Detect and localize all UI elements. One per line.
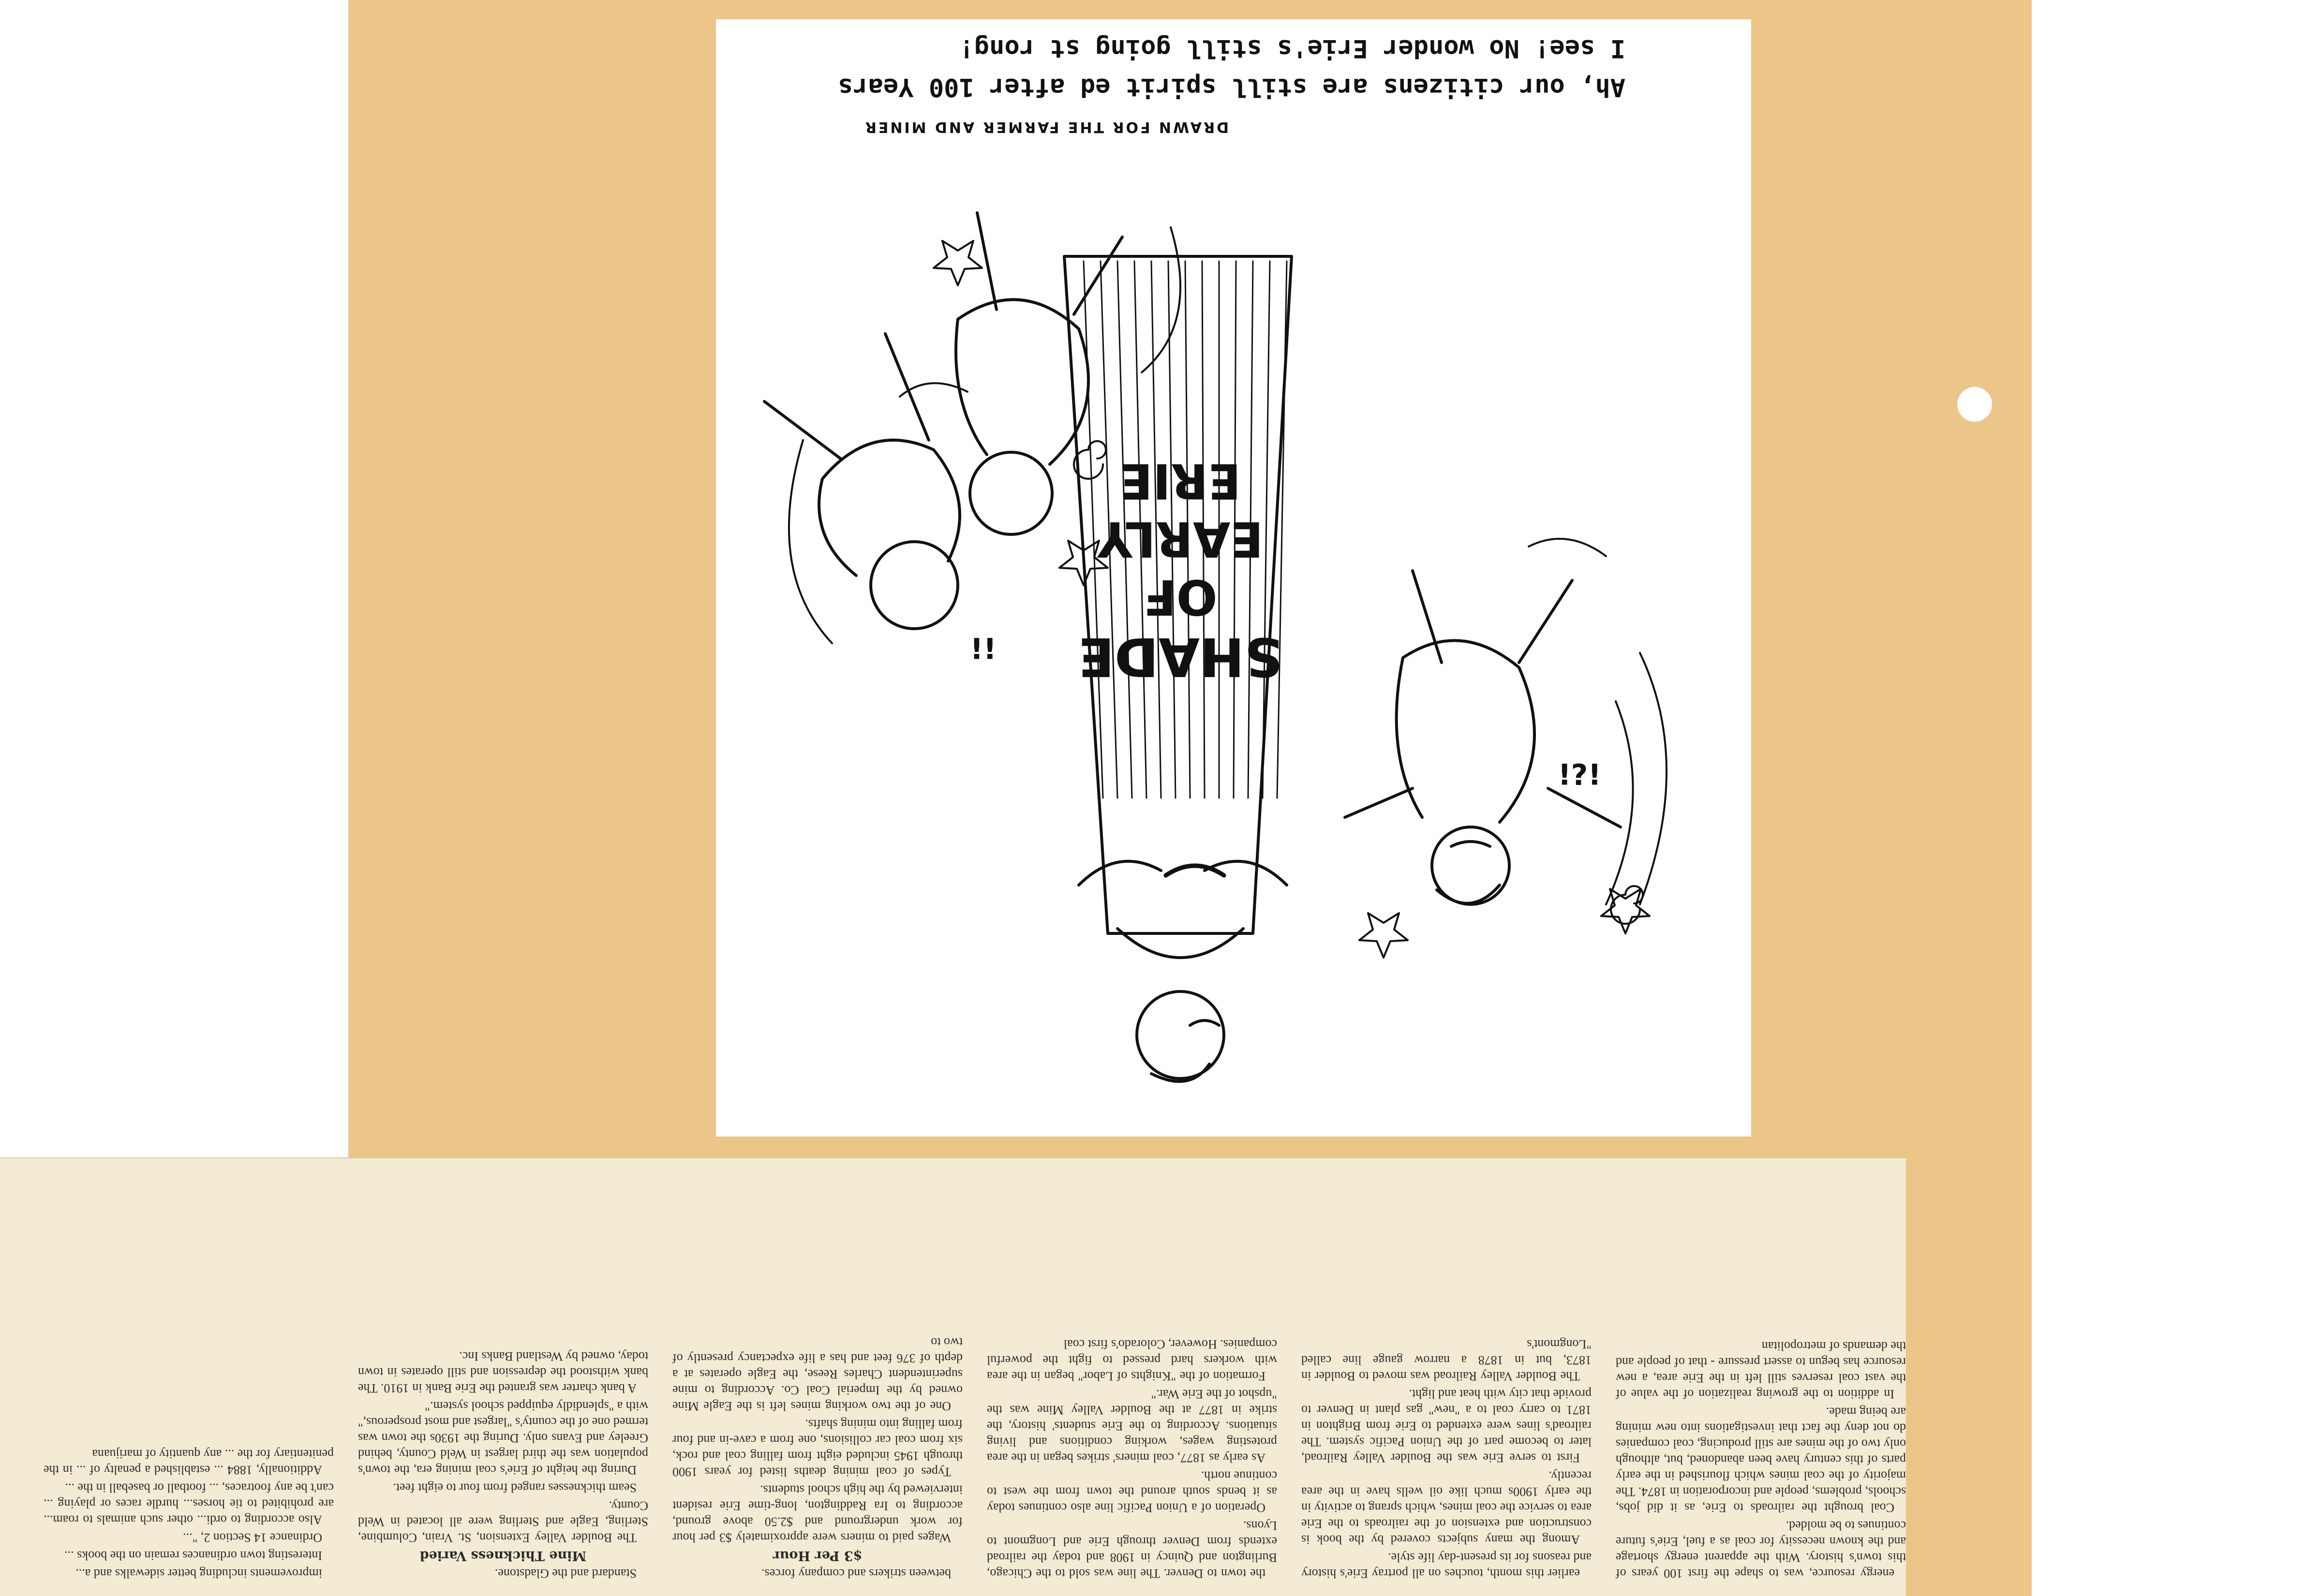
clipping-paragraph: earlier this month, touches on all portray Erie's history and reasons for its present-day life style. (1301, 1551, 1592, 1581)
clipping-paragraph: Operation of a Union Pacific line also continues today as it bends south around the town from the west to continue north. (987, 1469, 1277, 1515)
clipping-paragraph: Also according to ordi... other such animals to roam... are prohibited to tie horses... hurdle races or playing ... can't be any footraces, ... football or baseball in the ... (44, 1481, 334, 1527)
clipping-paragraph: During the height of Erie's coal mining era, the town's population was the third largest in Weld County, behind Greeley and Evans only. During the 1930s the town was termed one of the county's "largest and most prosperous," with a "splendidly equipped school system." (358, 1399, 648, 1477)
cartoon-sheet (716, 19, 1751, 1137)
ghost-label-line-3: EARLY (1097, 511, 1264, 567)
clipping-paragraph: In addition to the growing realization of the value of the vast coal reserves still left in the Erie area, a new resource has begun to assert pressure - that of people and the demands of metropolitan (1616, 1339, 1906, 1401)
ghost-label-line-4: ERIE (1119, 453, 1241, 509)
clipping-column-5 (358, 1166, 648, 1581)
clipping-paragraph: Wages paid to miners were approximately $3 per hour for work underground and $2.50 above ground, according to Ira Raddington, long-time Erie resident interviewed by the high school students. (672, 1483, 963, 1545)
tumbling-citizen-left (1345, 539, 1621, 904)
clipping-paragraph: Types of coal mining deaths listed for years 1900 through 1945 included eight from falling coal and rock, six from coal car collisions, one from a cave-in and four from falling into mining shafts. (672, 1417, 963, 1479)
clipping-paragraph: energy resource, was to shape the first 100 years of this town's history. With the apparent energy shortage and the known necessity for coal as a fuel, Erie's future continues to be molded. (1616, 1519, 1906, 1581)
exclamation-left: ¡¿¡ (1558, 762, 1601, 796)
clipping-paragraph: The Boulder Valley Extension, St. Vrain, Columbine, Sterling, Eagle and Sterling were all located in Weld County. (358, 1499, 648, 1545)
newspaper-clipping (0, 1158, 1906, 1596)
clipping-paragraph: Interesting town ordinances remain on the books ... (64, 1549, 322, 1563)
clipping-paragraph: between strikers and company forces. (761, 1566, 951, 1581)
clipping-paragraph: The Boulder Valley Railroad was moved to Boulder in 1873, but in 1878 a narrow gauge line called "Longmont's (1301, 1337, 1592, 1383)
tumbling-citizens-right (764, 213, 1122, 629)
clipping-subhead: Mine Thickness Varied (419, 1548, 587, 1563)
cartoon-drawing (716, 135, 1751, 1137)
clipping-paragraph: the town to Denver. The line was sold to the Chicago, Burlington and Quincy in 1908 and today the railroad extends from Denver through Erie and Longmont to Lyons. (987, 1519, 1277, 1581)
ghost-label-line-1: SHADE (1078, 626, 1283, 688)
clipping-paragraph: A bank charter was granted the Erie Bank in 1910. The bank withstood the depression and still operates in town today, owned by Westland Banks Inc. (358, 1349, 648, 1395)
clipping-paragraph: Coal brought the railroads to Erie, as it did jobs, schools, problems, people and incorporation in 1874. The majority of the coal mines which flourished in the early parts of this century have been abandoned, but, although only two of the mines are still producing, coal companies do not deny the fact that investigations into new mining are being made. (1616, 1405, 1906, 1515)
clipping-column-4 (672, 1166, 963, 1581)
clipping-subhead: $3 Per Hour (773, 1548, 863, 1563)
binder-hole (1957, 387, 1992, 422)
exclamation-right: ¡¡ (970, 636, 997, 670)
clipping-column-1 (1616, 1166, 1906, 1581)
stars (934, 241, 1650, 958)
clipping-paragraph: Among the many subjects covered by the book is construction and extension of the railroads to the Erie area to service the coal mines, which sprang to activity in the early 1900s much like oil wells have in the area recently. (1301, 1469, 1592, 1547)
clipping-paragraph: Seam thicknesses ranged from four to eight feet. (393, 1481, 637, 1495)
clipping-paragraph: One of the two working mines left is the Eagle Mine owned by the Imperial Coal Co. According to mine superintendent Charles Reese, the Eagle operates at a depth of 376 feet and has a life expectancy presently of two to (672, 1335, 963, 1413)
clipping-paragraph: Standard and the Gladstone. (494, 1566, 637, 1581)
clipping-paragraph: Formation of the "Knights of Labor" began in the area with workers hard pressed to fight the powerful companies. However, Colorado's first coal (987, 1337, 1277, 1383)
cartoon-credit: DRAWN FOR THE FARMER AND MINER (863, 118, 1229, 135)
clipping-column-6 (44, 1166, 334, 1581)
cartoon-caption (716, 19, 1751, 135)
caption-line-1: Ah, our citizens are still spirit ed after 100 Years (838, 73, 1625, 102)
clipping-paragraph: First to serve Erie was the Boulder Valley Railroad, later to become part of the Union Pacific system. The railroad's lines were extended to Erie from Brighton in 1871 to carry coal to a "new" gas plant in Denver to provide that city with heat and light. (1301, 1387, 1592, 1465)
clipping-paragraph: As early as 1877, coal miners' strikes began in the area protesting wages, working conditions and living situations. According to the Erie students' history, the strike in 1877 at the Boulder Valley Mine was the "upshot of the Erie War." (987, 1387, 1277, 1465)
caption-line-2: I see! No wonder Erie's still going st rong! (959, 34, 1625, 63)
clipping-paragraph: Ordinance 14 Section 2, "... (183, 1531, 322, 1545)
ghost-label-line-2: OF (1143, 569, 1218, 625)
clipping-column-3 (987, 1166, 1277, 1581)
clipping-column-2 (1301, 1166, 1592, 1581)
clipping-paragraph: Additionally, 1884 ... established a penalty of ... in the penitentiary for the ... any quantity of marijuana (44, 1447, 334, 1477)
clipping-paragraph: improvements including better sidewalks and a... (75, 1566, 322, 1581)
